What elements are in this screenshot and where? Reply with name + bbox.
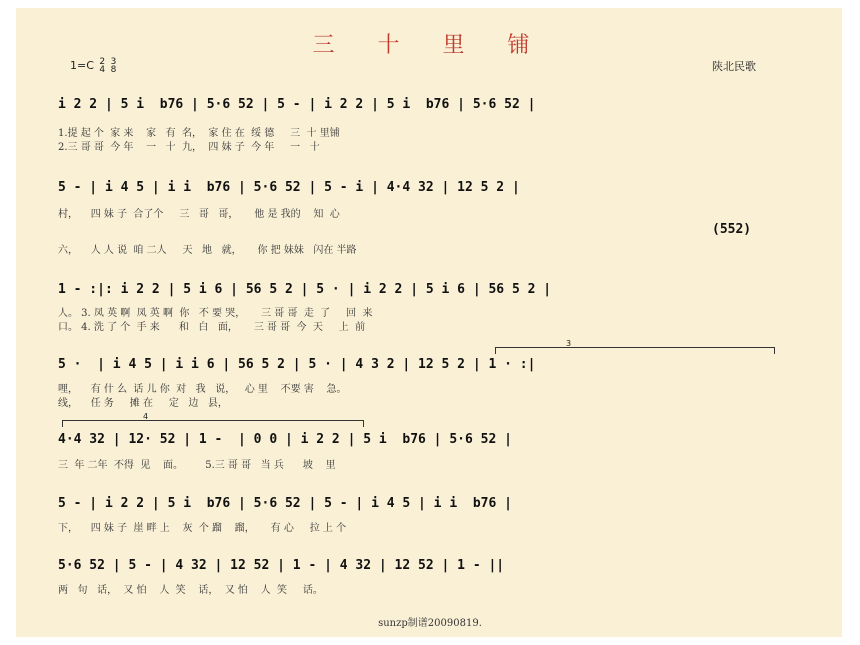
lyric-line-3b: 口。 4. 洗 了 个 手 来 和 白 面， 三 哥 哥 今 天 上 前 <box>58 322 366 333</box>
key-label: 1=C <box>70 59 94 72</box>
score-notes-line-6: 5 - | i 2 2 | 5 i b76 | 5·6 52 | 5 - | i 4 5 | i i b76 | <box>58 496 512 511</box>
score-notes-line-2: 5 - | i 4 5 | i i b76 | 5·6 52 | 5 - i | 4·4 32 | 12 5 2 | <box>58 180 520 195</box>
score-notes-line-5: 4·4 32 | 12· 52 | 1 - | 0 0 | i 2 2 | 5 i b76 | 5·6 52 | <box>58 432 512 447</box>
lyric-line-3a: 人。 3. 凤 英 啊 凤 英 啊 你 不 要 哭， 三 哥 哥 走 了 回 来 <box>58 308 373 319</box>
transcriber-note: sunzp制谱20090819. <box>378 618 482 629</box>
time-signature-2-top: 3 <box>110 57 117 67</box>
lyric-line-4a: 哩， 有 什 么 话 儿 你 对 我 说， 心 里 不要 害 急。 <box>58 384 347 395</box>
time-signature-1 <box>99 58 105 74</box>
lyric-line-1a: 1.提 起 个 家 来 家 有 名， 家 住 在 绥 德 三 十 里铺 <box>58 128 340 139</box>
lyric-line-2a: 村， 四 妹 子 合了个 三 哥 哥， 他 是 我的 知 心 <box>58 209 340 220</box>
lyric-line-7a: 两 句 话， 又 怕 人 笑 话， 又 怕 人 笑 话。 <box>58 585 323 596</box>
song-title: 三 十 里 铺 <box>312 33 548 58</box>
lyric-line-4b: 线， 任 务 摊 在 定 边 县， <box>58 398 228 409</box>
time-signature-2-bottom: 8 <box>110 65 117 75</box>
volta-bracket-3 <box>495 347 775 354</box>
lyric-line-1b: 2.三 哥 哥 今 年 一 十 九， 四 妹 子 今 年 一 十 <box>58 142 320 153</box>
lyric-line-2b: 六， 人 人 说 咱 二人 天 地 就， 你 把 妹妹 闪在 半路 <box>58 245 357 256</box>
volta-number-3: 3 <box>566 339 572 348</box>
key-signature <box>70 58 116 74</box>
score-notes-line-4: 5 · | i 4 5 | i i 6 | 56 5 2 | 5 · | 4 3 2 | 12 5 2 | 1 · :| <box>58 357 536 372</box>
score-notes-line-1: i 2 2 | 5 i b76 | 5·6 52 | 5 - | i 2 2 | 5 i b76 | 5·6 52 | <box>58 97 536 112</box>
bracketed-notes: (552) <box>712 222 752 237</box>
score-notes-line-7: 5·6 52 | 5 - | 4 32 | 12 52 | 1 - | 4 32 | 12 52 | 1 - || <box>58 558 505 573</box>
time-signature-1-top: 2 <box>99 57 106 67</box>
volta-number-4: 4 <box>143 412 149 421</box>
volta-bracket-4 <box>62 420 364 427</box>
origin-label: 陕北民歌 <box>712 60 756 73</box>
time-signature-1-bottom: 4 <box>99 65 106 75</box>
lyric-line-6a: 下， 四 妹 子 崖 畔 上 灰 个 蹓 蹓， 有 心 拉 上 个 <box>58 523 347 534</box>
time-signature-2 <box>111 58 117 74</box>
lyric-line-5a: 三 年 二年 不得 见 面。 5.三 哥 哥 当 兵 坡 里 <box>58 460 336 471</box>
score-notes-line-3: 1 - :|: i 2 2 | 5 i 6 | 56 5 2 | 5 · | i 2 2 | 5 i 6 | 56 5 2 | <box>58 282 552 297</box>
